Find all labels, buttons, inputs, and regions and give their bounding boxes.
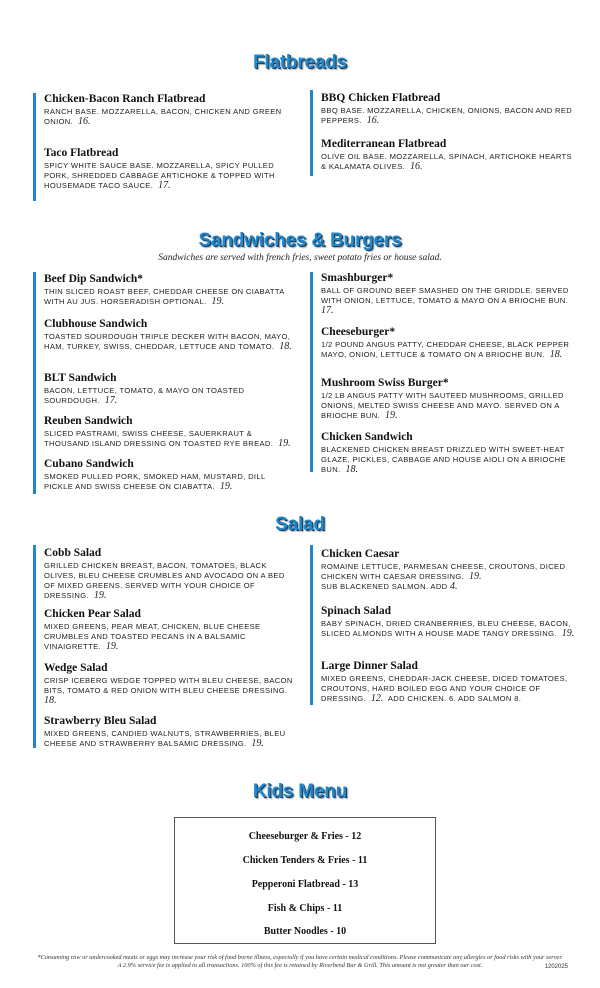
item-name: Reuben Sandwich xyxy=(44,415,133,427)
item-name: Clubhouse Sandwich xyxy=(44,318,148,330)
item-name: Mushroom Swiss Burger* xyxy=(321,377,449,389)
item-price: 19. xyxy=(105,641,119,652)
menu-item xyxy=(44,415,293,449)
menu-item xyxy=(321,431,578,475)
salad-left-column xyxy=(33,545,293,748)
item-price: 18. xyxy=(345,464,358,475)
item-name: Large Dinner Salad xyxy=(321,660,418,672)
item-desc: BBQ BASE. MOZZARELLA, CHICKEN, ONIONS, BACON AND RED PEPPERS. 16. xyxy=(321,106,573,126)
item-price: 17. xyxy=(104,395,118,406)
kids-item: Pepperoni Flatbread - 13 xyxy=(251,879,359,890)
menu-item xyxy=(321,605,578,639)
menu-version-code: 1202025 xyxy=(544,964,568,970)
item-name: BLT Sandwich xyxy=(44,372,117,384)
item-desc: MIXED GREENS, CHEDDAR-JACK CHEESE, DICED TOMATOES, CROUTONS, HARD BOILED EGG AND YOUR CHOICE OF DRESSING. 12. ADD CHICKEN. 6. ADD SALMON 8. xyxy=(321,674,568,704)
item-desc: MIXED GREENS, PEAR MEAT, CHICKEN, BLUE CHEESE CRUMBLES AND TOASTED PECANS IN A BALSAMIC VINAIGRETTE. 19. xyxy=(44,622,261,652)
kids-menu-title: Kids Menu xyxy=(252,781,348,802)
sandwiches-title: Sandwiches & Burgers xyxy=(198,230,402,251)
item-price: 18. xyxy=(549,349,563,360)
item-price: 18. xyxy=(44,695,57,706)
item-desc: 1/2 LB ANGUS PATTY WITH SAUTEED MUSHROOMS, GRILLED ONIONS, MELTED SWISS CHEESE AND MAYO. SERVED ON A BRIOCHE BUN. 19. xyxy=(321,391,564,421)
menu-item xyxy=(44,318,293,352)
menu-item xyxy=(44,372,293,406)
item-price: 17. xyxy=(321,305,334,316)
item-price: 19. xyxy=(219,481,233,492)
item-desc: RANCH BASE. MOZZARELLA, BACON, CHICKEN AND GREEN ONION. 16. xyxy=(44,107,282,127)
kids-item: Fish & Chips - 11 xyxy=(267,903,343,914)
item-name: Smashburger* xyxy=(321,272,394,284)
item-desc: SLICED PASTRAMI, SWISS CHEESE, SAUERKRAUT & THOUSAND ISLAND DRESSING ON TOASTED RYE BREAD. 19. xyxy=(44,429,291,449)
item-desc: TOASTED SOURDOUGH TRIPLE DECKER WITH BACON, MAYO, HAM, TURKEY, SWISS, CHEDDAR, LETTUCE AND TOMATO. 18. xyxy=(44,332,292,352)
item-price: 19. xyxy=(93,590,107,601)
menu-item xyxy=(44,93,293,127)
item-desc: CRISP ICEBERG WEDGE TOPPED WITH BLEU CHEESE, BACON BITS, TOMATO & RED ONION WITH BLEU CHEESE DRESSING. 18. xyxy=(44,676,293,706)
menu-item xyxy=(44,147,293,191)
item-price: 19. xyxy=(211,296,224,307)
kids-item: Butter Noodles - 10 xyxy=(263,926,347,937)
item-price: 19. xyxy=(561,628,575,639)
menu-item xyxy=(321,92,578,126)
item-desc: OLIVE OIL BASE. MOZZARELLA, SPINACH, ARTICHOKE HEARTS & KALAMATA OLIVES. 16. xyxy=(321,152,572,172)
item-price: 16. xyxy=(366,115,380,126)
salad-title: Salad xyxy=(275,514,325,535)
footer-service-fee: A 2.9% service fee is applied to all transactions. 100% of this fee is retained by Riverbend Bar & Grill. This amount is not greater than our cost. xyxy=(117,962,483,969)
item-desc: GRILLED CHICKEN BREAST, BACON, TOMATOES, BLACK OLIVES, BLEU CHEESE CRUMBLES AND AVOCADO ON A BED OF MIXED GREENS. SERVED WITH YOUR CHOICE OF DRESSING. 19. xyxy=(44,561,285,601)
item-price: 12. xyxy=(370,693,384,704)
item-name: Cobb Salad xyxy=(44,547,102,559)
kids-item: Chicken Tenders & Fries - 11 xyxy=(242,855,368,866)
menu-item xyxy=(321,548,578,592)
item-name: Taco Flatbread xyxy=(44,147,119,159)
menu-item xyxy=(44,458,293,492)
salad-right-column xyxy=(310,545,578,705)
menu-item xyxy=(321,138,578,172)
item-price: 16. xyxy=(410,161,423,172)
item-name: Chicken Sandwich xyxy=(321,431,413,443)
item-desc: BALL OF GROUND BEEF SMASHED ON THE GRIDDLE. SERVED WITH ONION, LETTUCE, TOMATO & MAYO ON A BRIOCHE BUN. 17. xyxy=(321,286,569,316)
item-name: Spinach Salad xyxy=(321,605,391,617)
menu-item xyxy=(44,273,293,307)
item-desc: SMOKED PULLED PORK, SMOKED HAM, MUSTARD, DILL PICKLE AND SWISS CHEESE ON CIABATTA. 19. xyxy=(44,472,266,492)
item-name: BBQ Chicken Flatbread xyxy=(321,92,441,104)
menu-item xyxy=(44,547,293,601)
menu-item xyxy=(44,715,293,749)
item-extra-price: 4. xyxy=(449,581,458,592)
item-name: Mediterranean Flatbread xyxy=(321,138,447,150)
item-name: Chicken Caesar xyxy=(321,548,400,560)
item-price: 19. xyxy=(384,410,398,421)
item-name: Beef Dip Sandwich* xyxy=(44,273,144,285)
item-price: 18. xyxy=(279,341,292,352)
item-price: 19. xyxy=(468,571,482,582)
item-desc: ROMAINE LETTUCE, PARMESAN CHEESE, CROUTONS, DICED CHICKEN WITH CAESAR DRESSING. 19. SUB BLACKENED SALMON. ADD 4. xyxy=(321,562,566,592)
menu-item xyxy=(321,377,578,421)
item-desc: THIN SLICED ROAST BEEF, CHEDDAR CHEESE ON CIABATTA WITH AU JUS. HORSERADISH OPTIONAL. 19. xyxy=(44,287,285,307)
flatbreads-title: Flatbreads xyxy=(252,52,348,73)
sandwiches-right-column xyxy=(310,272,578,475)
item-desc: BLACKENED CHICKEN BREAST DRIZZLED WITH SWEET-HEAT GLAZE, PICKLES, CABBAGE AND HOUSE AIOLI ON A BRIOCHE BUN. 18. xyxy=(321,445,566,475)
item-desc: 1/2 POUND ANGUS PATTY, CHEDDAR CHEESE, BLACK PEPPER MAYO, ONION, LETTUCE & TOMATO ON A BRIOCHE BUN. 18. xyxy=(321,340,570,360)
item-price: 16. xyxy=(78,116,91,127)
menu-item xyxy=(321,660,578,704)
sandwiches-left-column xyxy=(33,272,293,494)
item-desc: BABY SPINACH, DRIED CRANBERRIES, BLEU CHEESE, BACON, SLICED ALMONDS WITH A HOUSE MADE TANGY DRESSING. 19. xyxy=(321,619,575,639)
item-name: Cubano Sandwich xyxy=(44,458,134,470)
footer-disclaimer: *Consuming raw or undercooked meats or eggs may increase your risk of food borne illness, especially if you have certain medical conditions. Please communicate any allergies or food risks with your server. xyxy=(37,954,563,961)
sandwiches-subtitle: Sandwiches are served with french fries, sweet potato fries or house salad. xyxy=(158,253,442,263)
item-name: Wedge Salad xyxy=(44,662,108,674)
item-price: 17. xyxy=(158,180,171,191)
menu-item xyxy=(321,272,578,316)
menu-item xyxy=(44,608,293,652)
menu-item xyxy=(44,662,293,706)
item-name: Chicken Pear Salad xyxy=(44,608,141,620)
item-name: Cheeseburger* xyxy=(321,326,396,338)
kids-menu-box xyxy=(174,817,436,944)
kids-item: Cheeseburger & Fries - 12 xyxy=(248,831,362,842)
item-name: Strawberry Bleu Salad xyxy=(44,715,157,727)
item-desc: SPICY WHITE SAUCE BASE. MOZZARELLA, SPICY PULLED PORK, SHREDDED CABBAGE ARTICHOKE & TOPPED WITH HOUSEMADE TACO SAUCE. 17. xyxy=(44,161,275,191)
item-name: Chicken-Bacon Ranch Flatbread xyxy=(44,93,206,105)
item-price: 19. xyxy=(251,738,264,749)
item-desc: BACON, LETTUCE, TOMATO, & MAYO ON TOASTED SOURDOUGH. 17. xyxy=(44,386,245,406)
menu-item xyxy=(321,326,578,360)
item-desc: MIXED GREENS, CANDIED WALNUTS, STRAWBERRIES, BLEU CHEESE AND STRAWBERRY BALSAMIC DRESSING. 19. xyxy=(44,729,286,749)
flatbreads-right-column xyxy=(310,90,578,176)
item-price: 19. xyxy=(278,438,291,449)
flatbreads-left-column xyxy=(33,93,293,201)
